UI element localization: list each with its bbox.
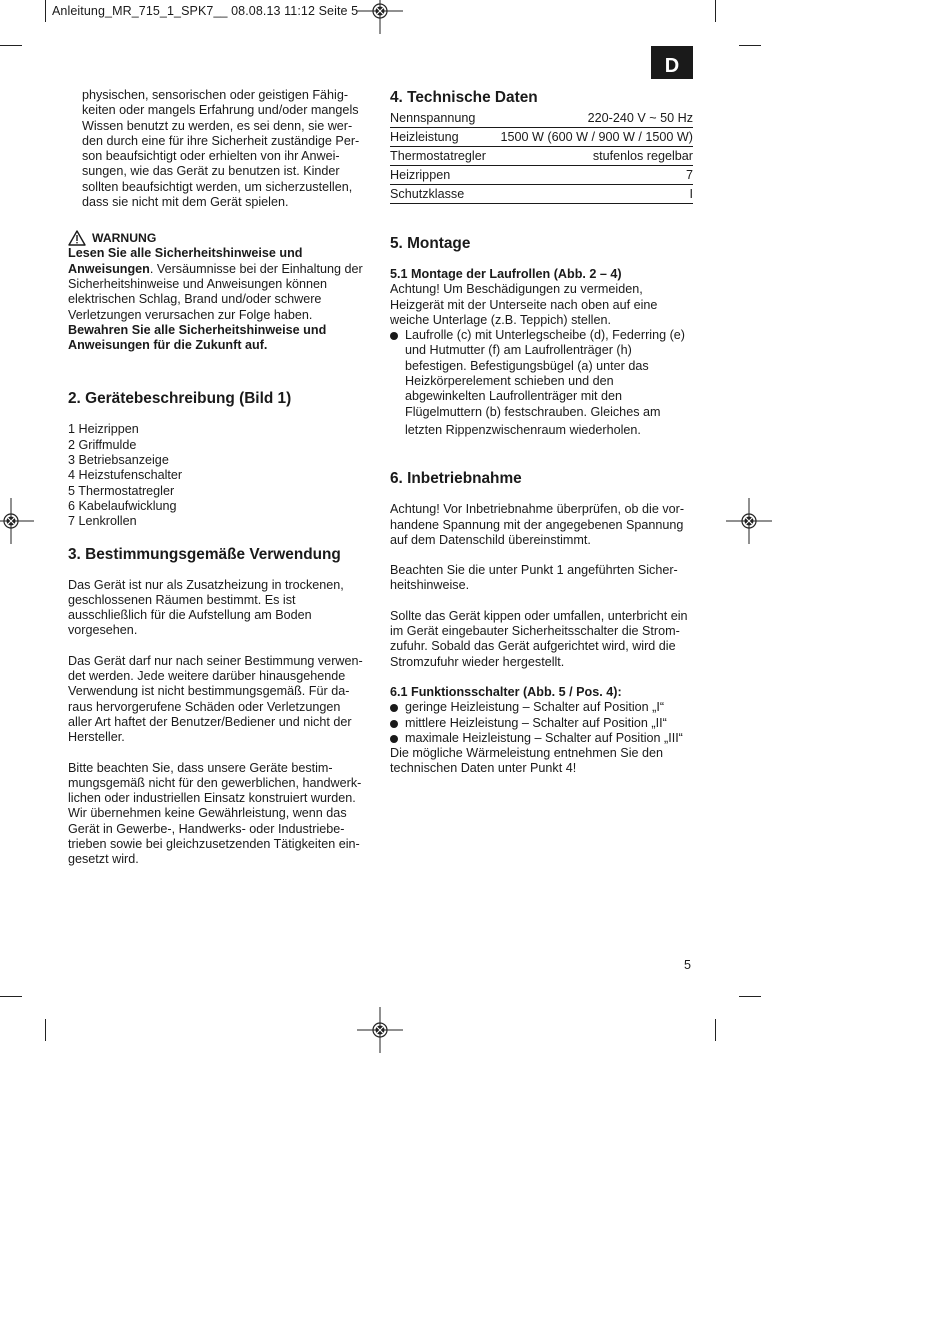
list-item: 2 Griffmulde [68, 437, 137, 452]
text-line: Bewahren Sie alle Sicherheitshinweise und [68, 322, 327, 337]
bullet-list [390, 328, 693, 438]
text-line: ausschließlich für die Aufstellung am Boden [68, 608, 312, 623]
text-line: Stromzufuhr wieder hergestellt. [390, 654, 565, 669]
list-item [390, 716, 693, 731]
text-line: befestigen. Befestigungsbügel (a) unter das [405, 358, 649, 373]
paragraph [390, 563, 693, 594]
page-number: 5 [684, 958, 692, 972]
text-line: Laufrolle (c) mit Unterlegscheibe (d), Federring (e) [405, 328, 685, 343]
text-line: det werden. Jede weitere darüber hinausgehende [68, 669, 346, 684]
text-line: mittlere Heizleistung – Schalter auf Position „II“ [405, 715, 667, 730]
crop-mark-top-left-h [0, 45, 22, 46]
list-item [390, 328, 693, 438]
list-item [390, 731, 693, 746]
text-line: maximale Heizleistung – Schalter auf Position „III“ [405, 730, 683, 745]
text-line: Das Gerät ist nur als Zusatzheizung in trockenen, [68, 577, 344, 592]
table-cell: 220-240 V ~ 50 Hz [587, 111, 693, 125]
text-line: raus hervorgerufene Schäden oder Verletzungen [68, 699, 341, 714]
text-line: Das Gerät darf nur nach seiner Bestimmung verwen- [68, 653, 363, 668]
paragraph [390, 609, 693, 670]
subsection-heading: 5.1 Montage der Laufrollen (Abb. 2 – 4) [390, 267, 622, 281]
crop-mark-bottom-right-v [715, 1019, 716, 1041]
text-line: Heizgerät mit der Unterseite nach oben auf eine [390, 297, 658, 312]
text-line: geschlossenen Räumen bestimmt. Es ist [68, 592, 296, 607]
text-line: aller Art haftet der Benutzer/Bediener und nicht der [68, 714, 352, 729]
bullet-icon [390, 720, 398, 728]
text-line: keiten oder mangels Erfahrung und/oder mangels [82, 103, 359, 118]
text-line: Verletzungen verursachen zur Folge haben. [68, 307, 313, 322]
paragraph [390, 746, 693, 777]
section-heading: 6. Inbetriebnahme [390, 470, 522, 488]
table-cell: Thermostatregler [390, 149, 486, 163]
left-column [68, 88, 372, 868]
section-heading: 3. Bestimmungsgemäße Verwendung [68, 545, 341, 563]
table-cell: 1500 W (600 W / 900 W / 1500 W) [500, 130, 693, 144]
text-line: Die mögliche Wärmeleistung entnehmen Sie den [390, 746, 664, 761]
text-line: physischen, sensorischen oder geistigen Fähig- [82, 88, 349, 102]
paragraph [390, 282, 693, 328]
text-line: Wir übernehmen keine Gewährleistung, wenn das [68, 806, 347, 821]
section-heading: 5. Montage [390, 235, 471, 252]
text-line: Beachten Sie die unter Punkt 1 angeführten Sicher- [390, 563, 678, 578]
print-slug: Anleitung_MR_715_1_SPK7__ 08.08.13 11:12 Seite 5 [52, 4, 359, 18]
paragraph [68, 761, 372, 868]
registration-mark-icon [357, 0, 403, 34]
language-badge: D [651, 46, 693, 79]
list-item [390, 700, 693, 715]
text-line: Achtung! Um Beschädigungen zu vermeiden, [390, 282, 643, 297]
bullet-icon [390, 735, 398, 743]
text-line: mungsgemäß nicht für den gewerblichen, handwerk- [68, 775, 362, 790]
table-cell: Heizrippen [390, 168, 451, 182]
list-item: 1 Heizrippen [68, 422, 139, 437]
crop-mark-top-right-h [739, 45, 761, 46]
text-line: letzten Rippenzwischenraum wiederholen. [405, 422, 641, 437]
crop-mark-top-right-v [715, 0, 716, 22]
crop-mark-bottom-left-v [45, 1019, 46, 1041]
text-line: Verwendung ist nicht bestimmungsgemäß. Für da- [68, 684, 350, 699]
text-line: . Versäumnisse bei der Einhaltung der [149, 261, 363, 276]
table-row [390, 128, 693, 147]
text-line: Gerät in Gewerbe-, Handwerks- oder Industriebe- [68, 821, 345, 836]
bullet-icon [390, 332, 398, 340]
paragraph [68, 654, 372, 746]
text-line: Hersteller. [68, 730, 125, 745]
table-cell: Nennspannung [390, 111, 476, 125]
text-line: auf dem Datenschild übereinstimmt. [390, 532, 591, 547]
paragraph [390, 502, 693, 548]
intro-paragraph [68, 88, 372, 210]
table-row [390, 185, 693, 204]
table-cell: Schutzklasse [390, 187, 465, 201]
text-line: Wissen benutzt zu werden, es sei denn, sie wer- [82, 118, 353, 133]
text-line: zufuhr. Sobald das Gerät aufgerichtet wird, wird die [390, 639, 676, 654]
text-line: sungen, wie das Gerät zu benutzen ist. Kinder [82, 164, 340, 179]
text-line: Anweisungen für die Zukunft auf. [68, 338, 268, 353]
text-line: handene Spannung mit der angegebenen Spannung [390, 517, 684, 532]
table-row [390, 109, 693, 128]
text-line: sollten beaufsichtigt werden, um sicherzustellen, [82, 179, 353, 194]
paragraph [68, 578, 372, 639]
text-line: Sicherheitshinweise und Anweisungen können [68, 276, 328, 291]
warning-title: WARNUNG [92, 230, 157, 245]
registration-mark-icon [357, 1007, 403, 1053]
table-cell: stufenlos regelbar [592, 149, 693, 163]
text-line: Achtung! Vor Inbetriebnahme überprüfen, ob die vor- [390, 502, 685, 517]
text-line: Bitte beachten Sie, dass unsere Geräte bestim- [68, 760, 333, 775]
text-line: technischen Daten unter Punkt 4! [390, 761, 577, 776]
registration-mark-icon [726, 498, 772, 544]
section-heading: 2. Gerätebeschreibung (Bild 1) [68, 390, 292, 408]
warning-triangle-icon [68, 230, 86, 246]
table-cell: I [689, 187, 693, 201]
text-line: den durch eine für ihre Sicherheit zuständige Per- [82, 133, 360, 148]
table-cell: 7 [685, 168, 693, 182]
bullet-icon [390, 704, 398, 712]
list-item: 6 Kabelaufwicklung [68, 498, 177, 513]
text-line: Sollte das Gerät kippen oder umfallen, unterbricht ein [390, 608, 688, 623]
text-line: Heizkörperelement schieben und den [405, 374, 614, 389]
subsection-heading: 6.1 Funktionsschalter (Abb. 5 / Pos. 4): [390, 684, 622, 699]
text-line: elektrischen Schlag, Brand und/oder schwere [68, 292, 322, 307]
text-line: abgewinkelten Laufrollenträger mit den [405, 389, 623, 404]
text-line: vorgesehen. [68, 623, 138, 638]
list-item: 3 Betriebsanzeige [68, 453, 169, 468]
bullet-list [390, 700, 693, 746]
text-line: son beaufsichtigt oder erhielten von ihr Anwei- [82, 149, 340, 164]
text-line: im Gerät eingebauter Sicherheitsschalter die Strom- [390, 624, 680, 639]
list-item: 5 Thermostatregler [68, 483, 175, 498]
list-item: 4 Heizstufenschalter [68, 468, 183, 483]
technical-data-table [390, 109, 693, 204]
crop-mark-bottom-right-h [739, 996, 761, 997]
text-line: gesetzt wird. [68, 852, 139, 867]
section-heading: 4. Technische Daten [390, 89, 538, 106]
text-line: geringe Heizleistung – Schalter auf Position „I“ [405, 700, 665, 715]
crop-mark-top-left-v [45, 0, 46, 22]
text-line: heitshinweise. [390, 578, 470, 593]
list-item: 7 Lenkrollen [68, 514, 137, 529]
warning-block [68, 230, 372, 353]
text-line: Anweisungen [68, 261, 150, 276]
text-line: weiche Unterlage (z.B. Teppich) stellen. [390, 312, 611, 327]
crop-mark-bottom-left-h [0, 996, 22, 997]
warning-heading [68, 230, 372, 246]
registration-mark-icon [0, 498, 34, 544]
text-line: und Hutmutter (f) am Laufrollenträger (h) [405, 343, 632, 358]
text-line: Flügelmuttern (b) festschrauben. Gleiches am [405, 404, 661, 419]
right-column [390, 88, 693, 777]
table-row [390, 147, 693, 166]
table-row [390, 166, 693, 185]
component-list [68, 422, 372, 529]
text-line: dass sie nicht mit dem Gerät spielen. [82, 195, 289, 210]
text-line: Lesen Sie alle Sicherheitshinweise und [68, 246, 303, 261]
text-line: lichen oder industriellen Einsatz konstruiert wurden. [68, 791, 356, 806]
table-cell: Heizleistung [390, 130, 459, 144]
text-line: trieben sowie bei gleichzusetzenden Tätigkeiten ein- [68, 836, 360, 851]
